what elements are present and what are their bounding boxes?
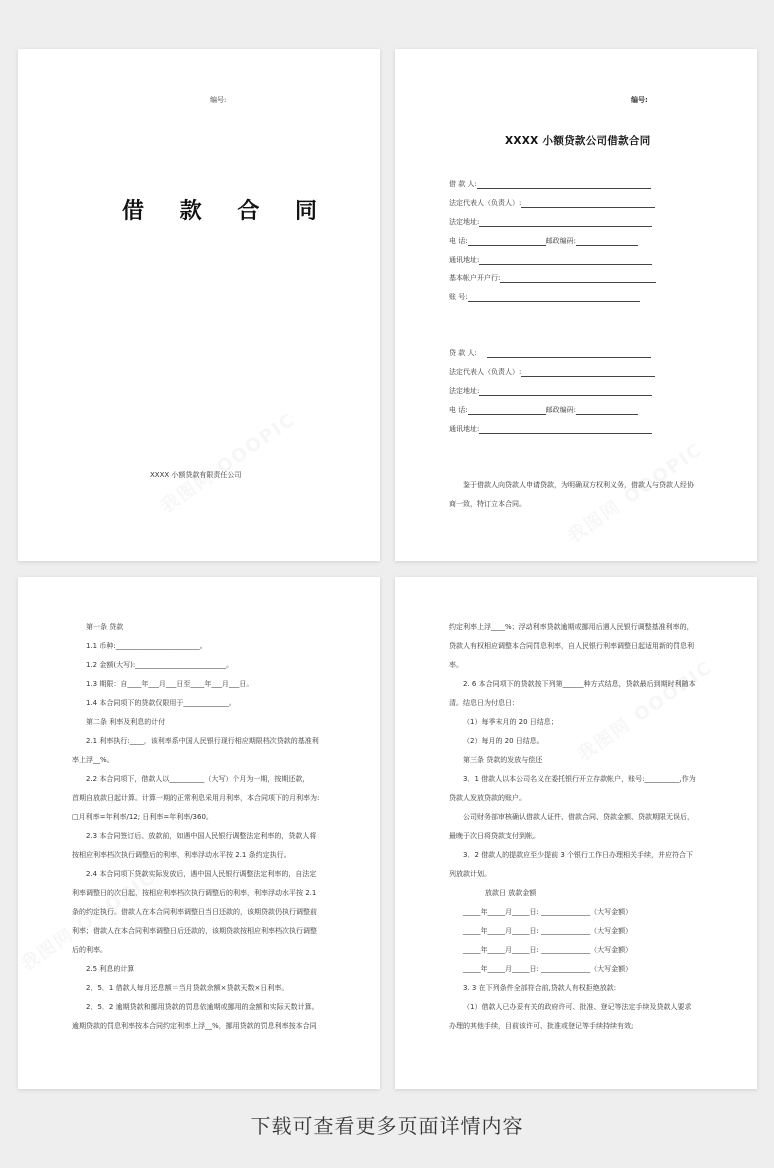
text-line: （1）借款人已办妥有关的政府许可、批准、登记等法定手续及贷款人要求 [463,1003,692,1011]
text-line: 2．5．1 借款人每月还息额＝当月贷款余额×贷款天数×日利率。 [86,984,289,992]
text-line: 利率；借款人在本合同利率调整日后还款的，该期贷款按相应利率档次执行调整 [72,927,317,935]
text-line: 列放款计划。 [449,870,491,878]
borrower-bank-field [449,273,656,283]
text-line: _____年_____月_____日: ______________（大写金额） [463,965,633,973]
borrower-name-field [449,179,651,189]
text-line: （2）每月的 20 日结息。 [463,737,544,745]
cover-title: 借 款 合 同 [122,199,331,224]
blank-line [521,368,655,377]
cover-page [18,49,380,561]
field-label: 邮政编码: [545,237,576,245]
blank-line [479,425,652,434]
text-line: 1.1 币种:________________________。 [86,642,207,650]
download-hint-text: 下载可查看更多页面详情内容 [250,1114,524,1138]
text-line: 后的利率。 [72,946,107,954]
clause-text [72,618,319,1036]
lender-phone-field [449,405,638,415]
lender-name-field [449,348,651,358]
borrower-account-field [449,292,640,302]
watermark [155,406,300,519]
contract-number-label: 编号: [631,96,648,104]
text-line: 清。结息日为付息日： [449,699,519,707]
text-line: 最晚于次日将贷款支付到帐。 [449,832,540,840]
text-line: 放款日 放款金额 [485,889,537,897]
text-line: 约定利率上浮____%；浮动利率贷款逾期或挪用后遇人民银行调整基准利率的， [449,623,694,631]
text-line: 首期自放款日起计算。计算一期的正常利息采用月利率，本合同项下的月利率为: [72,794,320,802]
text-line: 3．2 借款人的提款应至少提前 3 个银行工作日办理相关手续，并应符合下 [463,851,694,859]
clause-text [449,618,696,1036]
text-line: （1）每季末月的 20 日结息； [463,718,558,726]
lender-address-field [449,386,652,396]
text-line: _____年_____月_____日: ______________（大写金额） [463,927,633,935]
field-label: 法定地址: [449,218,480,226]
text-line: 2.1 利率执行:____，该利率系中国人民银行现行相应期限档次贷款的基准利 [86,737,319,745]
text-line: 2.2 本合同项下，借款人以__________（大写）个月为一期，按期还款， [86,775,310,783]
blank-line [477,180,651,189]
text-line: 2.5 利息的计算 [86,965,135,973]
text-line: 2．5．2 逾期贷款和挪用贷款的罚息依逾期或挪用的金额和实际天数计算。 [86,1003,319,1011]
clauses-page-1 [18,577,380,1089]
text-line: 贷款人有权相应调整本合同罚息利率，自人民银行利率调整日起适用新的罚息利 [449,642,694,650]
text-line: 按相应利率档次执行调整后的利率，利率浮动水平按 2.1 条约定执行。 [72,851,291,859]
field-label: 账 号: [449,293,468,301]
field-label: 贷 款 人: [449,349,477,357]
text-line: 2. 6 本合同项下的贷款按下列第______种方式结息，贷款最后到期时利随本 [463,680,696,688]
field-label: 借 款 人: [449,180,477,188]
field-label: 通讯地址: [449,425,480,433]
blank-line [479,256,652,265]
text-line: 率上浮__%。 [72,756,114,764]
text-line: 2.4 本合同项下贷款实际发放后，遇中国人民银行调整法定利率的，自法定 [86,870,317,878]
text-line: _____年_____月_____日: ______________（大写金额） [463,908,633,916]
text-line: 贷款人发放贷款的账户。 [449,794,526,802]
borrower-legal-rep-field [449,198,655,208]
contract-number-label: 编号: [210,96,227,104]
borrower-phone-field [449,236,638,246]
clauses-page-2 [395,577,757,1089]
blank-line [576,406,638,415]
text-line: 利率调整日的次日起，按相应利率档次执行调整后的利率，利率浮动水平按 2.1 [72,889,317,897]
contract-title: XXXX 小额贷款公司借款合同 [505,135,651,147]
text-line: 3．1 借款人以本公司名义在委托银行开立存款帐户，账号:__________,作为 [463,775,696,783]
cover-company: XXXX 小额贷款有限责任公司 [150,471,242,479]
blank-line [487,349,651,358]
text-line: 1.3 期限：自____年___月___日至____年___月___日。 [86,680,254,688]
field-label: 法定代表人（负责人）: [449,368,522,376]
field-label: 法定地址: [449,387,480,395]
text-line: _____年_____月_____日: ______________（大写金额） [463,946,633,954]
borrower-mail-field [449,255,652,265]
text-line: 逾期贷款的罚息利率按本合同约定利率上浮__%，挪用贷款的罚息利率按本合同 [72,1022,317,1030]
blank-line [468,406,546,415]
blank-line [468,237,546,246]
text-line: 第三条 贷款的发放与偿还 [463,756,543,764]
blank-line [479,387,652,396]
text-line: 2.3 本合同签订后、放款前，如遇中国人民银行调整法定利率的，贷款人将 [86,832,317,840]
borrower-address-field [449,217,652,227]
lender-mail-field [449,424,652,434]
text-line: □月利率=年利率/12; 日利率=年利率/360。 [72,813,213,821]
blank-line [576,237,638,246]
preamble-line: 鉴于借款人向贷款人申请贷款，为明确双方权利义务，借款人与贷款人经协 [463,481,694,489]
text-line: 1.2 金额(大写):__________________________。 [86,661,234,669]
text-line: 办理的其他手续，目前该许可、批准或登记等手续持续有效; [449,1022,634,1030]
text-line: 1.4 本合同项下的贷款仅限用于_____________。 [86,699,236,707]
field-label: 电 话: [449,237,468,245]
text-line: 3. 3 在下列条件全部符合前,贷款人有权拒绝放款: [463,984,617,992]
blank-line [479,218,652,227]
text-line: 第二条 利率及利息的计付 [86,718,166,726]
blank-line [468,293,640,302]
parties-page [395,49,757,561]
lender-legal-rep-field [449,367,655,377]
text-line: 率。 [449,661,463,669]
preamble-line: 商一致，特订立本合同。 [449,500,526,508]
blank-line [521,199,655,208]
field-label: 法定代表人（负责人）: [449,199,522,207]
field-label: 电 话: [449,406,468,414]
text-line: 公司财务部审核确认借款人证件、借款合同、贷款金额、贷款期限无误后， [463,813,694,821]
field-label: 基本帐户开户行: [449,274,501,282]
field-label: 邮政编码: [545,406,576,414]
field-label: 通讯地址: [449,256,480,264]
text-line: 条的约定执行。借款人在本合同利率调整日当日还款的，该期贷款仍执行调整前 [72,908,317,916]
blank-line [500,274,656,283]
text-line: 第一条 贷款 [86,623,124,631]
